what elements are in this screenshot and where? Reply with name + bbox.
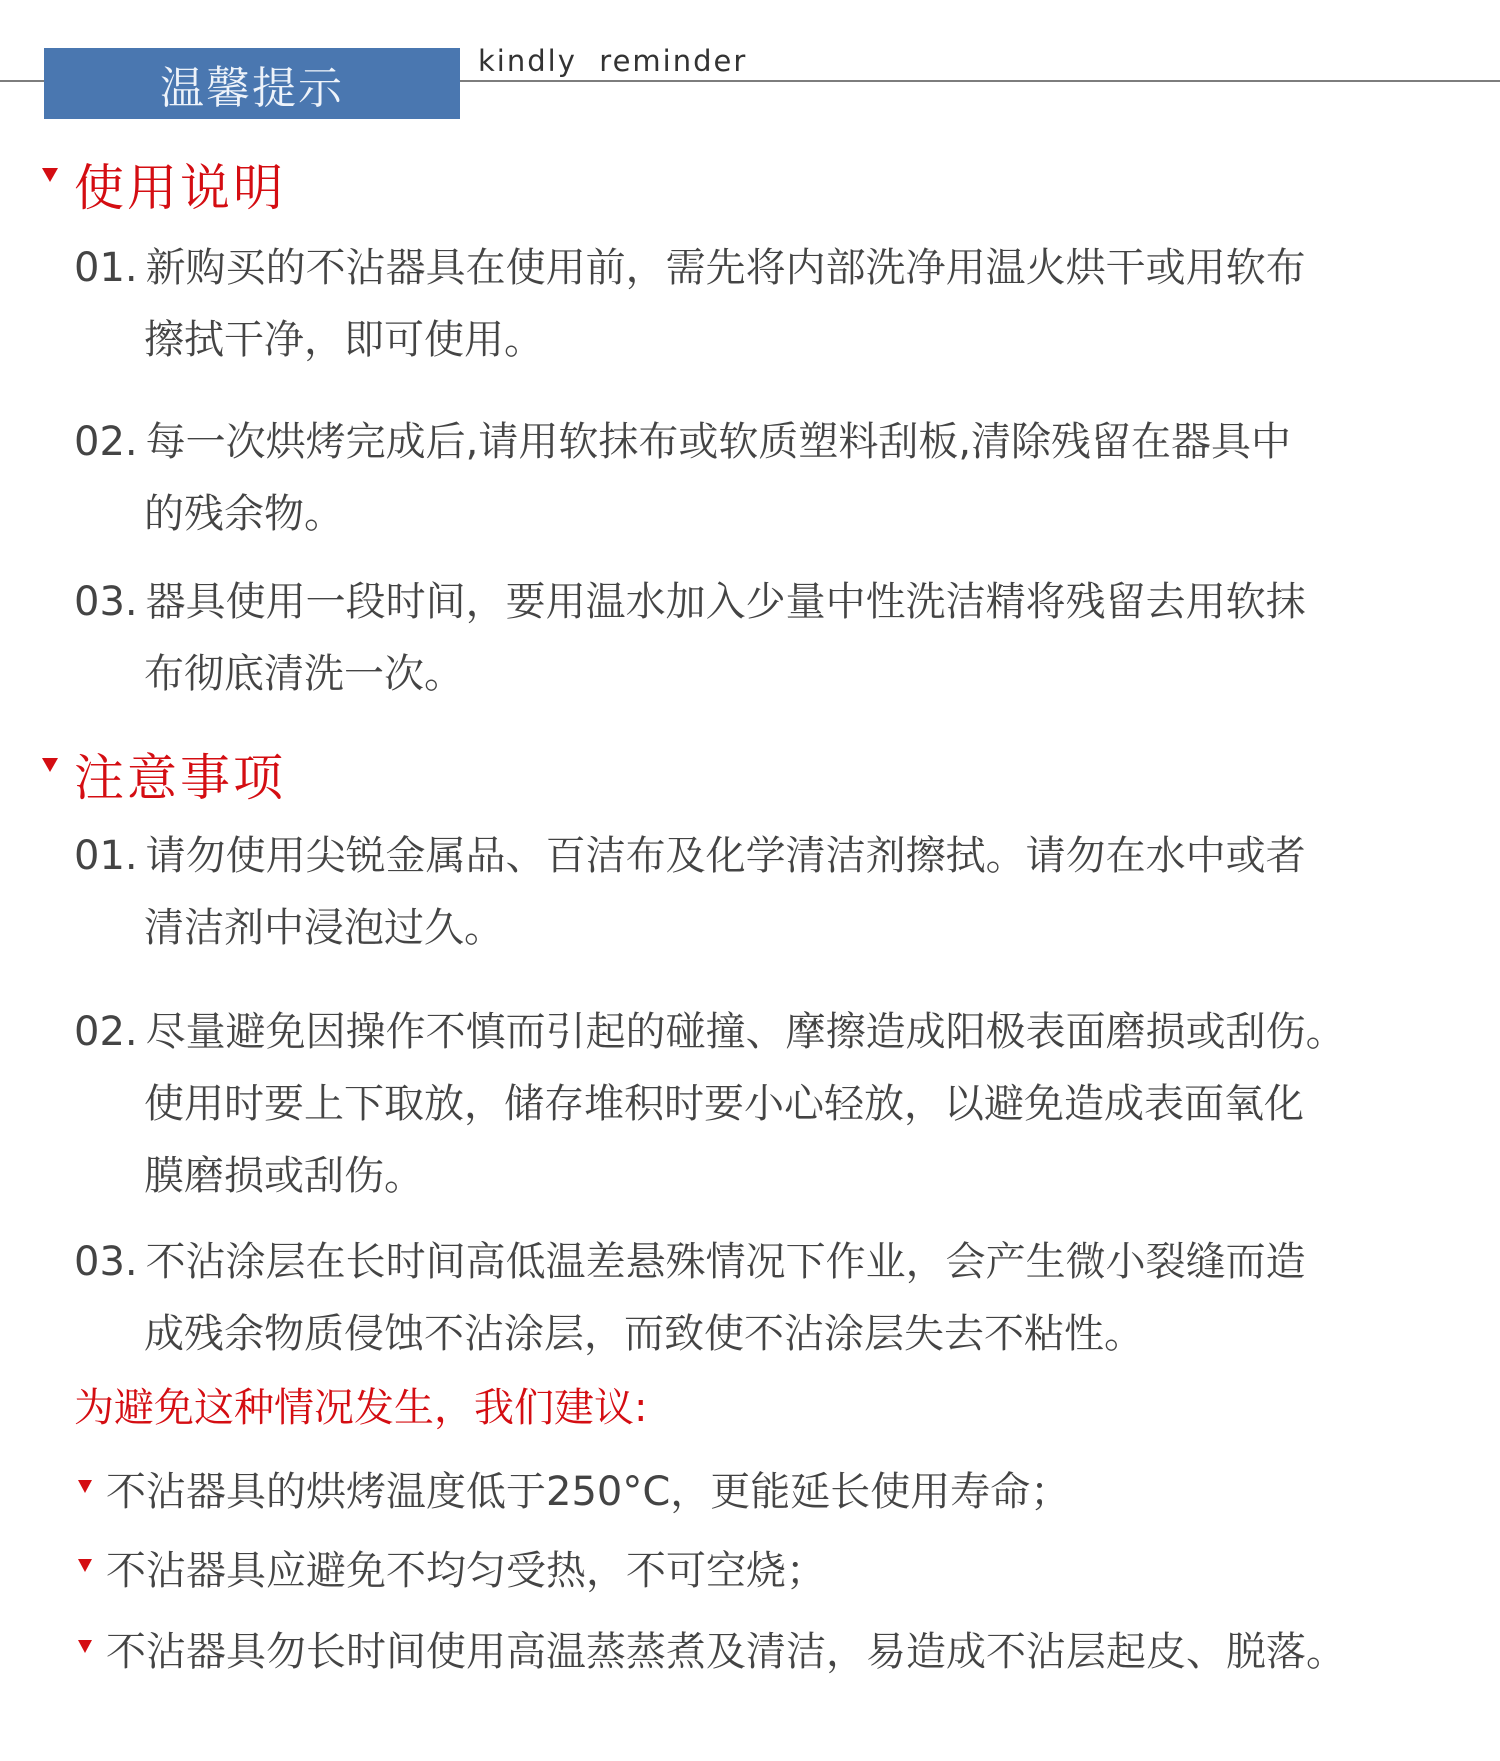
- tip-item: 不沾器具的烘烤温度低于250°C，更能延长使用寿命；: [78, 1462, 1070, 1522]
- tip-item: 不沾器具应避免不均匀受热，不可空烧；: [78, 1541, 826, 1601]
- item-text: 的残余物。: [144, 491, 344, 537]
- item-text: 膜磨损或刮伤。: [144, 1153, 424, 1199]
- tip-item: 不沾器具勿长时间使用高温蒸蒸煮及清洁，易造成不沾层起皮、脱落。: [78, 1622, 1346, 1682]
- triangle-marker-icon: [42, 758, 58, 772]
- caution-item-3: [74, 1226, 1474, 1370]
- item-text: 请勿使用尖锐金属品、百洁布及化学清洁剂擦拭。请勿在水中或者: [145, 833, 1306, 879]
- item-text: 器具使用一段时间，要用温水加入少量中性洗洁精将残留去用软抹: [145, 579, 1306, 625]
- page-subtitle: kindly reminder: [478, 44, 748, 78]
- item-text: 新购买的不沾器具在使用前，需先将内部洗净用温火烘干或用软布: [145, 245, 1306, 291]
- item-number: 03.: [74, 1239, 138, 1285]
- item-text: 每一次烘烤完成后,请用软抹布或软质塑料刮板,清除残留在器具中: [145, 419, 1292, 465]
- item-number: 03.: [74, 579, 138, 625]
- item-text: 擦拭干净，即可使用。: [144, 317, 544, 363]
- usage-item-2: [74, 406, 1474, 550]
- item-number: 01.: [74, 833, 138, 879]
- usage-item-1: [74, 232, 1474, 376]
- item-text: 使用时要上下取放，储存堆积时要小心轻放，以避免造成表面氧化: [144, 1081, 1304, 1127]
- cautions-section-heading: 注意事项: [42, 748, 286, 808]
- item-number: 01.: [74, 245, 138, 291]
- triangle-marker-icon: [42, 168, 58, 182]
- triangle-bullet-icon: [78, 1480, 92, 1493]
- page-title: 温馨提示: [160, 62, 344, 114]
- item-text: 布彻底清洗一次。: [144, 651, 464, 697]
- caution-item-1: [74, 820, 1474, 964]
- item-text: 不沾涂层在长时间高低温差悬殊情况下作业，会产生微小裂缝而造: [145, 1239, 1306, 1285]
- item-text: 清洁剂中浸泡过久。: [144, 905, 504, 951]
- usage-section-heading: 使用说明: [42, 158, 286, 218]
- item-number: 02.: [74, 419, 138, 465]
- usage-item-3: [74, 566, 1474, 710]
- item-text: 尽量避免因操作不慎而引起的碰撞、摩擦造成阳极表面磨损或刮伤。: [145, 1009, 1346, 1055]
- advice-intro: 为避免这种情况发生，我们建议:: [74, 1385, 648, 1431]
- caution-item-2: [74, 996, 1474, 1212]
- item-text: 成残余物质侵蚀不沾涂层，而致使不沾涂层失去不粘性。: [144, 1311, 1144, 1357]
- triangle-bullet-icon: [78, 1559, 92, 1572]
- item-number: 02.: [74, 1009, 138, 1055]
- title-banner: [44, 48, 460, 119]
- triangle-bullet-icon: [78, 1640, 92, 1653]
